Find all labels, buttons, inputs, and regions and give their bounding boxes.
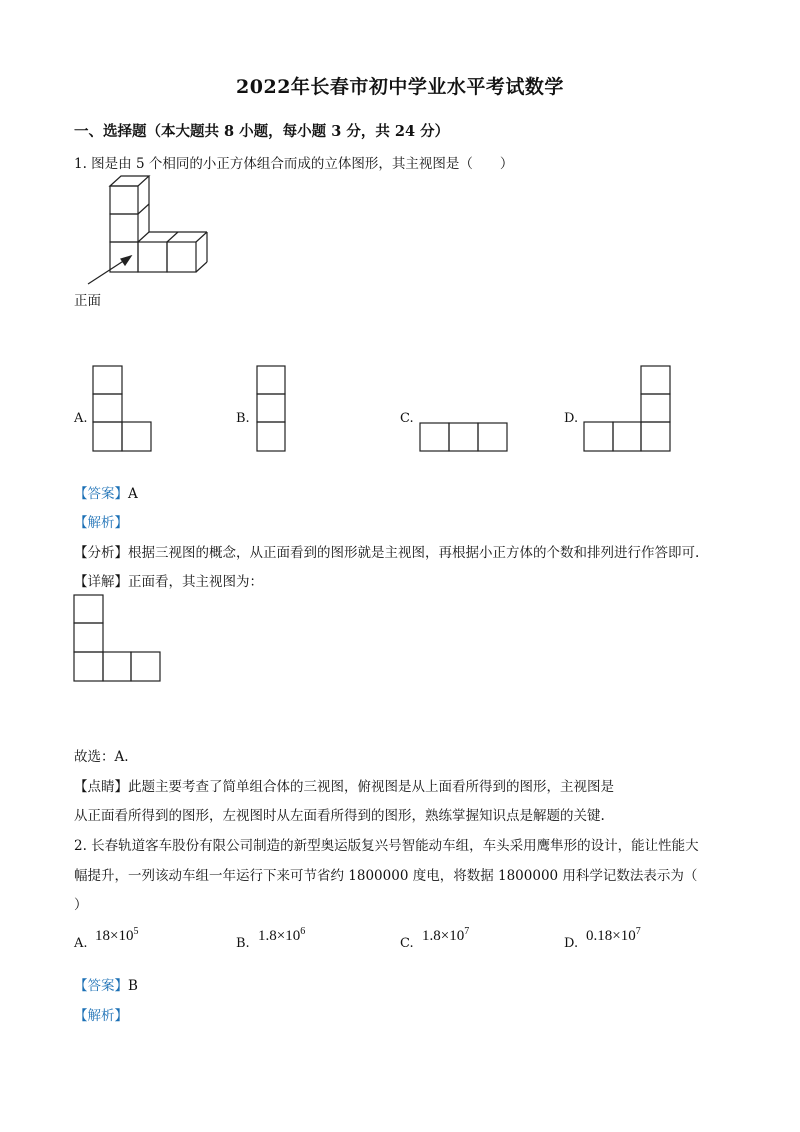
q2-option-d-label: D. <box>564 936 579 951</box>
answer-2-value: B <box>128 978 138 994</box>
q2-option-a-exp: 5 <box>133 926 139 937</box>
front-label: 正面 <box>74 293 101 309</box>
question-2-line-3: ） <box>74 897 88 913</box>
page-title: 2022年长春市初中学业水平考试数学 <box>236 76 564 98</box>
q2-option-a-base: 18×10 <box>95 928 134 944</box>
q2-option-b-base: 1.8×10 <box>258 928 301 944</box>
q2-option-c-base: 1.8×10 <box>422 928 465 944</box>
answer-value: A <box>128 486 138 502</box>
dianjing-text-1: 此题主要考查了简单组合体的三视图，俯视图是从上面看所得到的图形，主视图是 <box>128 779 614 795</box>
question-2-line-1: 2. 长春轨道客车股份有限公司制造的新型奥运版复兴号智能动车组，车头采用鹰隼形的设计，能让性能大 <box>74 838 699 854</box>
dianjing-line-1 <box>74 775 614 795</box>
option-a-label: A. <box>74 411 88 426</box>
q2-option-d-value <box>586 926 641 945</box>
q2-option-c-label: C. <box>400 936 414 951</box>
dianjing-line-2: 从正面看所得到的图形，左视图时从左面看所得到的图形，熟练掌握知识点是解题的关键. <box>74 808 605 824</box>
answer-2 <box>74 974 138 994</box>
q2-option-b-label: B. <box>236 936 250 951</box>
q2-option-b-value <box>258 926 305 945</box>
answer-2-tag: 【答案】 <box>74 978 128 994</box>
q2-option-d-base: 0.18×10 <box>586 928 636 944</box>
xiangjie-tag: 【详解】 <box>74 574 128 590</box>
option-b-label: B. <box>236 411 250 426</box>
q2-option-c-value <box>422 926 469 945</box>
analysis-2-tag: 【解析】 <box>74 1008 128 1024</box>
q2-option-a-value <box>95 926 138 945</box>
fenxi-text: 根据三视图的概念，从正面看到的图形就是主视图，再根据小正方体的个数和排列进行作答即可. <box>128 545 700 561</box>
section-heading: 一、选择题（本大题共 8 小题，每小题 3 分，共 24 分） <box>74 123 450 140</box>
option-c-label: C. <box>400 411 414 426</box>
q2-option-d-exp: 7 <box>635 926 641 937</box>
guxuan-line: 故选：A. <box>74 749 129 765</box>
answer-tag: 【答案】 <box>74 486 128 502</box>
option-d-label: D. <box>564 411 579 426</box>
question-1-stem: 1. 图是由 5 个相同的小正方体组合而成的立体图形，其主视图是（ ） <box>74 156 514 172</box>
xiangjie-text: 正面看，其主视图为： <box>128 574 263 590</box>
q2-option-a-label: A. <box>74 936 88 951</box>
q2-option-b-exp: 6 <box>300 926 306 937</box>
fenxi-tag: 【分析】 <box>74 545 128 561</box>
question-2-line-2: 幅提升，一列该动车组一年运行下来可节省约 1800000 度电，将数据 1800000 用科学记数法表示为（ <box>74 868 698 884</box>
dianjing-tag: 【点睛】 <box>74 779 128 795</box>
analysis-tag: 【解析】 <box>74 515 128 531</box>
q2-option-c-exp: 7 <box>464 926 470 937</box>
